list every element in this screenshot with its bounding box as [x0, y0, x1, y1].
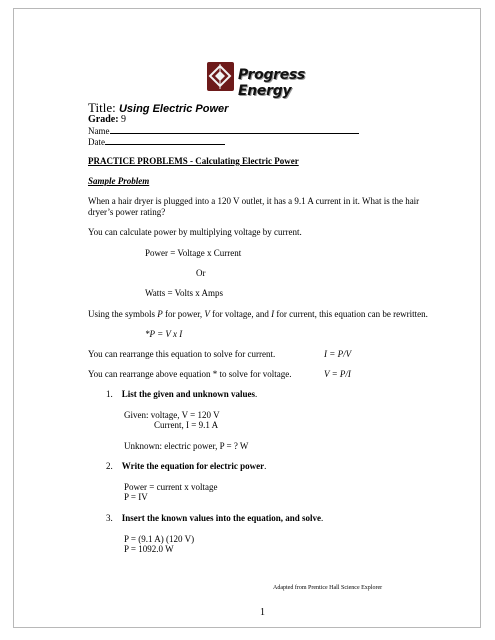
step-2-line-1: Power = current x voltage [124, 482, 218, 492]
step-1-given-voltage: Given: voltage, V = 120 V [124, 410, 220, 420]
star-equation: *P = V x I [145, 329, 183, 339]
title-label: Title [88, 100, 113, 115]
symbols-text-1: Using the symbols [88, 309, 158, 319]
grade-row [88, 114, 126, 125]
intro-text: You can calculate power by multiplying voltage by current. [88, 227, 302, 237]
document-page [13, 8, 481, 628]
date-row [88, 136, 225, 148]
name-label: Name [88, 126, 110, 136]
step-2-line-2: P = IV [124, 492, 148, 502]
or-text: Or [196, 268, 206, 278]
page-number: 1 [260, 607, 265, 618]
symbols-text-3: for voltage, and [209, 309, 272, 319]
step-2-punct: . [264, 461, 267, 471]
step-3-line-2: P = 1092.0 W [124, 544, 174, 554]
step-3-number: 3. [106, 513, 113, 523]
formula-power: Power = Voltage x Current [145, 248, 242, 258]
rearrange-current-equation: I = P/V [324, 349, 352, 359]
formula-watts: Watts = Volts x Amps [145, 288, 224, 298]
symbol-v: V [204, 309, 210, 319]
question-line-1: When a hair dryer is plugged into a 120 V outlet, it has a 9.1 A current in it. What is the hair [88, 196, 420, 206]
date-field-line[interactable] [105, 136, 225, 145]
section-heading: PRACTICE PROBLEMS - Calculating Electric Power [88, 156, 299, 166]
lesson-title: Using Electric Power [118, 103, 229, 115]
step-2-title: Write the equation for electric power [121, 461, 265, 471]
source-note: Adapted from Prentice Hall Science Explorer [273, 585, 383, 591]
progress-energy-logo-icon [207, 62, 234, 91]
grade-label: Grade: [88, 114, 119, 125]
symbol-p: P [157, 309, 163, 319]
rearrange-current-text: You can rearrange this equation to solve for current. [88, 349, 276, 359]
question-line-2: dryer’s power rating? [88, 207, 166, 217]
rearrange-voltage-text: You can rearrange above equation * to solve for voltage. [88, 369, 292, 379]
step-1-unknown: Unknown: electric power, P = ? W [124, 441, 249, 451]
progress-energy-logo [207, 61, 331, 99]
logo-brand-text: Progress Energy [238, 67, 306, 99]
grade-value: 9 [121, 114, 127, 125]
step-1-given-current: Current, I = 9.1 A [154, 420, 219, 430]
step-1-punct: . [255, 389, 258, 399]
step-3-heading [106, 513, 323, 524]
symbols-text-4: for current, this equation can be rewritten. [274, 309, 428, 319]
symbols-text [88, 309, 428, 320]
step-3-title: Insert the known values into the equation, and solve [121, 513, 322, 523]
step-1-heading [106, 389, 257, 400]
name-field-line[interactable] [110, 125, 359, 134]
step-2-number: 2. [106, 461, 113, 471]
rearrange-voltage-equation: V = P/I [324, 369, 351, 379]
step-1-title: List the given and unknown values [121, 389, 256, 399]
step-3-punct: . [321, 513, 324, 523]
symbols-text-2: for power, [162, 309, 205, 319]
date-label: Date [88, 137, 105, 147]
title-row: Title: Using Electric Power [88, 100, 229, 115]
symbol-i: I [271, 309, 275, 319]
step-2-heading [106, 461, 266, 472]
sample-problem-heading: Sample Problem [88, 176, 150, 186]
step-3-line-1: P = (9.1 A) (120 V) [124, 534, 195, 544]
step-1-number: 1. [106, 389, 113, 399]
